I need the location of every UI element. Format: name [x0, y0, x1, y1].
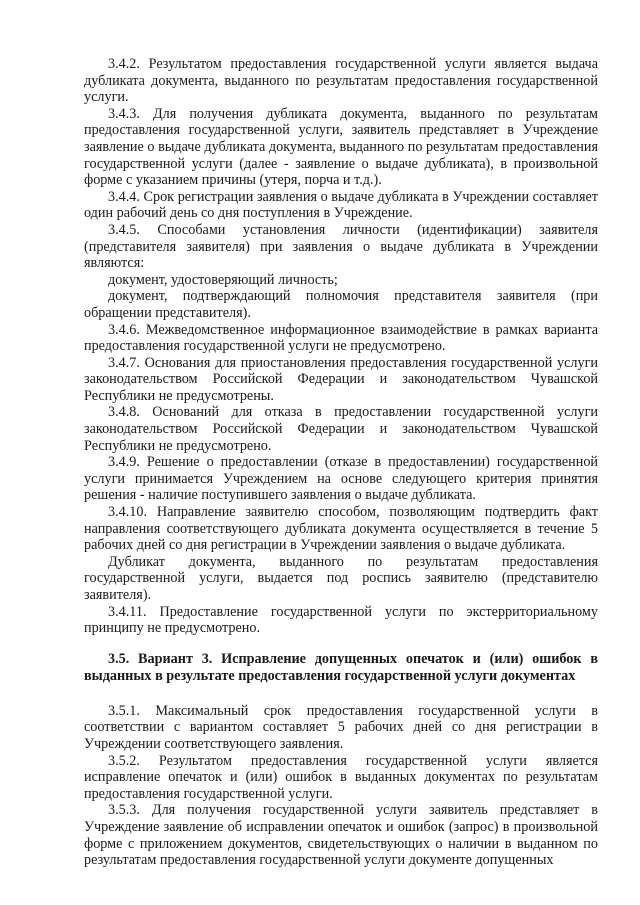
- paragraph-3-4-10: 3.4.10. Направление заявителю способом, позволяющим подтвердить факт направления соответствующего дубликата документа осуществляется в течение 5 рабочих дней со дня регистрации в Учреждении заявления о выдаче дубликата.: [84, 504, 598, 554]
- paragraph-3-4-5-item-2: документ, подтверждающий полномочия представителя заявителя (при обращении представителя).: [84, 288, 598, 321]
- document-page: [84, 56, 598, 869]
- paragraph-3-4-11: 3.4.11. Предоставление государственной услуги по экстерриториальному принципу не предусмотрено.: [84, 603, 598, 637]
- paragraph-3-4-10-duplicate: Дубликат документа, выданного по результатам предоставления государственной услуги, выдается под роспись заявителю (представителю заявителя).: [84, 553, 598, 603]
- paragraph-3-4-9: 3.4.9. Решение о предоставлении (отказе в предоставлении) государственной услуги принимается Учреждением на основе следующего критерия принятия решения - наличие поступившего заявления о выдаче дубликата.: [84, 454, 598, 504]
- paragraph-3-5-2: 3.5.2. Результатом предоставления государственной услуги является исправление опечаток и (или) ошибок в выданных документах по результатам предоставления государственной услуги.: [84, 752, 598, 802]
- paragraph-3-4-2: 3.4.2. Результатом предоставления государственной услуги является выдача дубликата документа, выданного по результатам предоставления государственной услуги.: [84, 56, 598, 106]
- paragraph-3-4-6: 3.4.6. Межведомственное информационное взаимодействие в рамках варианта предоставления государственной услуги не предусмотрено.: [84, 321, 598, 355]
- paragraph-3-5-1: 3.5.1. Максимальный срок предоставления государственной услуги в соответствии с вариантом составляет 5 рабочих дней со дня регистрации в Учреждении соответствующего заявления.: [84, 702, 598, 752]
- paragraph-3-4-4: 3.4.4. Срок регистрации заявления о выдаче дубликата в Учреждении составляет один рабочий день со дня поступления в Учреждение.: [84, 188, 598, 222]
- paragraph-3-4-3: 3.4.3. Для получения дубликата документа, выданного по результатам предоставления государственной услуги, заявитель представляет в Учреждение заявление о выдаче дубликата документа, выданного по результатам предоставления государственной услуги (далее - заявление о выдаче дубликата), в произвольной форме с указанием причины (утеря, порча и т.д.).: [84, 105, 598, 189]
- paragraph-3-4-7: 3.4.7. Основания для приостановления предоставления государственной услуги законодательством Российской Федерации и законодательством Чувашской Республики не предусмотрены.: [84, 354, 598, 404]
- paragraph-3-4-5: 3.4.5. Способами установления личности (идентификации) заявителя (представителя заявителя) при заявления о выдаче дубликата в Учреждении являются:: [84, 221, 598, 272]
- section-heading-3-5: 3.5. Вариант 3. Исправление допущенных опечаток и (или) ошибок в выданных в результате предоставления государственной услуги документах: [84, 650, 598, 684]
- paragraph-3-4-8: 3.4.8. Оснований для отказа в предоставлении государственной услуги законодательством Российской Федерации и законодательством Чувашской Республики не предусмотрено.: [84, 404, 598, 454]
- paragraph-3-5-3: 3.5.3. Для получения государственной услуги заявитель представляет в Учреждение заявление об исправлении опечаток и ошибок (запрос) в произвольной форме с приложением документов, свидетельствующих о наличии в выданном по результатам предоставления государственной услуги документе допущенных: [84, 802, 598, 869]
- paragraph-3-4-5-item-1: документ, удостоверяющий личность;: [108, 271, 338, 288]
